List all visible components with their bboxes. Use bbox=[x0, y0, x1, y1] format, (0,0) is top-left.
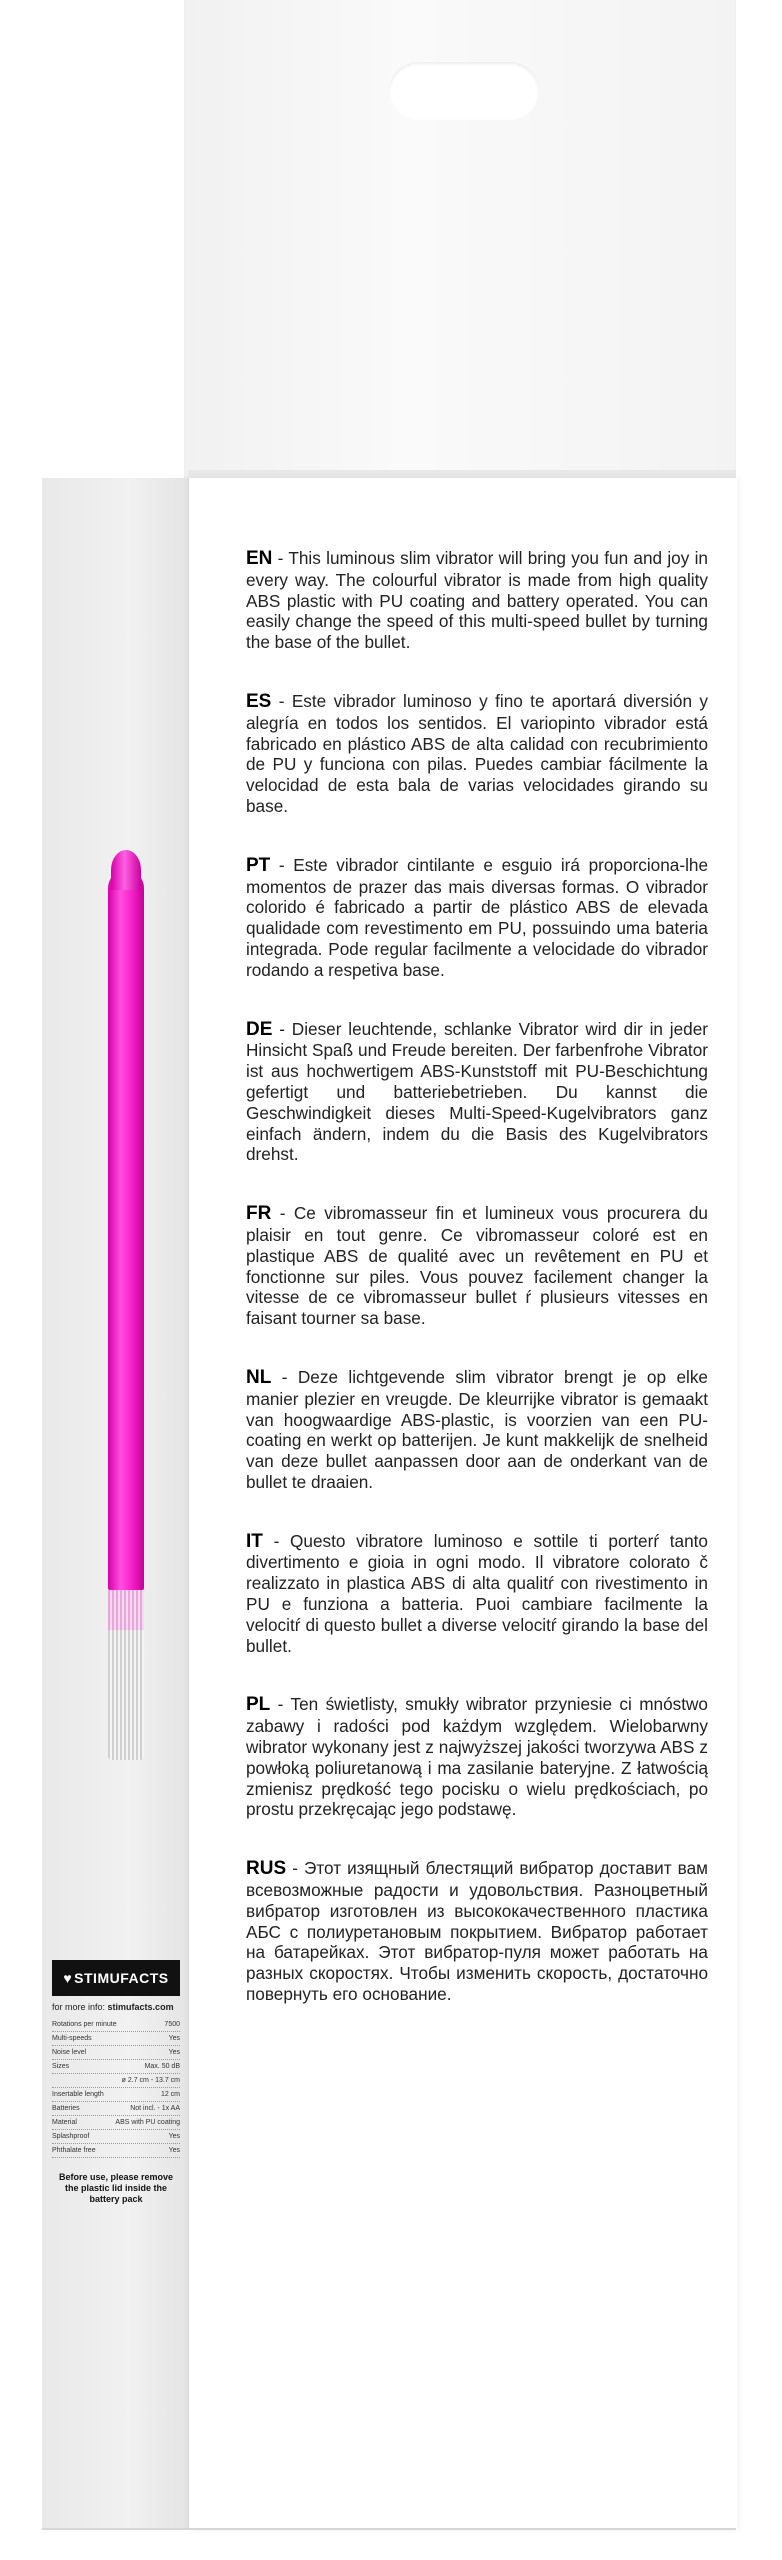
description-text: Deze lichtgevende slim vibrator brengt je op elke manier plezier en vreugde. De kleurrijke vibrator is gemaakt van hoogwaardige ABS-plastic, is voorzien van een PU-coating en werkt op batterijen. Je kunt makkelijk de snelheid van deze bullet aanpassen door aan de onderkant van de bullet te draaien. bbox=[246, 1366, 708, 1492]
spec-row bbox=[52, 2130, 180, 2144]
description-en: EN - This luminous slim vibrator will bring you fun and joy in every way. The colourful vibrator is made from high quality ABS plastic with PU coating and battery operated. You can easily change the speed of this multi-speed bullet by turning the base of the bullet. bbox=[246, 548, 708, 653]
spec-value: 12 cm bbox=[160, 2091, 180, 2098]
spec-row bbox=[52, 2060, 180, 2074]
description-rus: RUS - Этот изящный блестящий вибратор доставит вам всевозможные радости и удовольствия. Разноцветный вибратор изготовлен из высококачественного пластика АБС с полиуретановым покрытием. Вибратор работает на батарейках. Этот вибратор-пуля может работать на разных скоростях. Чтобы изменить скорость, достаточно повернуть его основание. bbox=[246, 1858, 708, 2005]
description-text: This luminous slim vibrator will bring you fun and joy in every way. The colourful vibrator is made from high quality ABS plastic with PU coating and battery operated. You can easily change the speed of this multi-speed bullet by turning the base of the bullet. bbox=[246, 548, 708, 653]
description-fr: FR - Ce vibromasseur fin et lumineux vous procurera du plaisir en tout genre. Ce vibromasseur coloré est en plastique ABS de qualité avec un revêtement en PU et fonctionne sur piles. Vous pouvez facilement changer la vitesse de ce vibromasseur bullet ŕ plusieurs vitesses en faisant tourner sa base. bbox=[246, 1203, 708, 1329]
vibrator-body bbox=[108, 870, 144, 1590]
description-text: Este vibrador luminoso y fino te aportará diversión y alegría en todos los sentidos. El variopinto vibrador está fabricado en plástico ABS de alta calidad con recubrimiento de PU y funciona con pilas. Puedes cambiar fácilmente la velocidad de esta bala de varias velocidades girando su base. bbox=[246, 690, 708, 816]
description-text: Este vibrador cintilante e esguio irá proporciona-lhe momentos de prazer das mais diversas formas. O vibrador colorido é fabricado a partir de plástico ABS de elevada qualidade com revestimento em PU, possuindo uma bateria integrada. Pode regular facilmente a velocidade do vibrador rodando a respetiva base. bbox=[246, 854, 709, 980]
spec-label: Rotations per minute bbox=[52, 2021, 117, 2028]
language-code: ES bbox=[246, 690, 272, 712]
spec-value: ø 2.7 cm - 13.7 cm bbox=[121, 2077, 180, 2084]
spec-label: Phthalate free bbox=[52, 2147, 96, 2154]
spec-value: Not incl. - 1x AA bbox=[130, 2105, 180, 2112]
vibrator-tip bbox=[111, 850, 141, 890]
description-nl: NL - Deze lichtgevende slim vibrator brengt je op elke manier plezier en vreugde. De kleurrijke vibrator is gemaakt van hoogwaardige ABS-plastic, is voorzien van een PU-coating en werkt op batterijen. Je kunt makkelijk de snelheid van deze bullet aanpassen door aan de onderkant van de bullet te draaien. bbox=[246, 1366, 708, 1492]
spec-label: Insertable length bbox=[52, 2091, 104, 2098]
hanger-hole bbox=[389, 62, 539, 120]
side-info-panel bbox=[52, 1960, 180, 2205]
spec-row bbox=[52, 2032, 180, 2046]
brand-name: STIMUFACTS bbox=[74, 1970, 169, 1986]
spec-value: Yes bbox=[168, 2147, 180, 2154]
description-it: IT - Questo vibratore luminoso e sottile ti porterŕ tanto divertimento e gioia in ogni modo. Il vibratore colorato č realizzato in plastica ABS di alta qualitŕ con rivestimento in PU e funziona a batteria. Puoi cambiare facilmente la velocitŕ di questo bullet a diverse velocitŕ girando la base del bullet. bbox=[246, 1530, 708, 1656]
language-code: EN bbox=[246, 548, 273, 569]
language-code: PL bbox=[246, 1694, 271, 1716]
spec-value: 7500 bbox=[164, 2021, 180, 2028]
spec-row bbox=[52, 2116, 180, 2130]
spec-list bbox=[52, 2018, 180, 2158]
spec-label: Sizes bbox=[52, 2063, 70, 2070]
description-text: Ten świetlisty, smukły wibrator przyniesie ci mnóstwo zabawy i radości pod każdym względem. Wielobarwny wibrator wykonany jest z najwyższej jakości tworzywa ABS z powłoką poliuretanową i ma zasilanie bateryjne. Z łatwością zmienisz prędkość tego pocisku o wielu prędkościach, po prostu przekręcając jego podstawę. bbox=[246, 1694, 708, 1820]
description-text: Questo vibratore luminoso e sottile ti porterŕ tanto divertimento e gioia in ogni modo. Il vibratore colorato č realizzato in plastica ABS di alta qualitŕ con rivestimento in PU e funziona a batteria. Puoi cambiare facilmente la velocitŕ di questo bullet a diverse velocitŕ girando la base del bullet. bbox=[246, 1530, 708, 1656]
language-code: NL bbox=[246, 1366, 272, 1388]
description-pl: PL - Ten świetlisty, smukły wibrator przyniesie ci mnóstwo zabawy i radości pod każdym względem. Wielobarwny wibrator wykonany jest z najwyższej jakości tworzywa ABS z powłoką poliuretanową i ma zasilanie bateryjne. Z łatwością zmienisz prędkość tego pocisku o wielu prędkościach, po prostu przekręcając jego podstawę. bbox=[246, 1694, 708, 1820]
spec-label: Splashproof bbox=[52, 2133, 90, 2140]
spec-value: Yes bbox=[168, 2035, 180, 2042]
spec-row bbox=[52, 2102, 180, 2116]
language-code: FR bbox=[246, 1203, 272, 1225]
description-text: Dieser leuchtende, schlanke Vibrator wird dir in jeder Hinsicht Spaß und Freude bereiten. Der farbenfrohe Vibrator ist aus hochwertigem ABS-Kunststoff mit PU-Beschichtung gefertigt und batteriebetrieben. Du kannst die Geschwindigkeit dieses Multi-Speed-Kugelvibrators ganz einfach ändern, indem du die Basis des Kugelvibrators drehst. bbox=[246, 1018, 708, 1165]
language-code: RUS bbox=[246, 1858, 287, 1880]
spec-label: Material bbox=[52, 2119, 77, 2126]
spec-label: Batteries bbox=[52, 2105, 80, 2112]
spec-label: Noise level bbox=[52, 2049, 87, 2056]
hanger-tab bbox=[184, 0, 736, 478]
more-info-label: for more info: bbox=[52, 2002, 106, 2012]
product-vibrator-image bbox=[96, 850, 156, 1770]
description-es: ES - Este vibrador luminoso y fino te aportará diversión y alegría en todos los sentidos. El variopinto vibrador está fabricado en plástico ABS de alta calidad con recubrimiento de PU y funciona con pilas. Puedes cambiar fácilmente la velocidad de esta bala de varias velocidades girando su base. bbox=[246, 690, 708, 816]
spec-value: Yes bbox=[168, 2049, 180, 2056]
description-text: Ce vibromasseur fin et lumineux vous procurera du plaisir en tout genre. Ce vibromasseur coloré est en plastique ABS de qualité avec un revêtement en PU et fonctionne sur piles. Vous pouvez facilement changer la vitesse de ce vibromasseur bullet ŕ plusieurs vitesses en faisant tourner sa base. bbox=[246, 1203, 708, 1329]
battery-note: Before use, please remove the plastic lid inside the battery pack bbox=[58, 2172, 174, 2204]
more-info-url: stimufacts.com bbox=[107, 2002, 174, 2012]
language-code: IT bbox=[246, 1530, 263, 1552]
spec-value: Yes bbox=[168, 2133, 180, 2140]
description-de: DE - Dieser leuchtende, schlanke Vibrator wird dir in jeder Hinsicht Spaß und Freude bereiten. Der farbenfrohe Vibrator ist aus hochwertigem ABS-Kunststoff mit PU-Beschichtung gefertigt und batteriebetrieben. Du kannst die Geschwindigkeit dieses Multi-Speed-Kugelvibrators ganz einfach ändern, indem du die Basis des Kugelvibrators drehst. bbox=[246, 1018, 708, 1165]
spec-row bbox=[52, 2144, 180, 2158]
vibrator-ring bbox=[108, 1590, 144, 1630]
description-pt: PT - Este vibrador cintilante e esguio irá proporciona-lhe momentos de prazer das mais diversas formas. O vibrador colorido é fabricado a partir de plástico ABS de elevada qualidade com revestimento em PU, possuindo uma bateria integrada. Pode regular facilmente a velocidade do vibrador rodando a respetiva base. bbox=[246, 854, 709, 980]
spec-label: Multi-speeds bbox=[52, 2035, 92, 2042]
language-code: PT bbox=[246, 854, 271, 876]
description-column bbox=[246, 548, 708, 2043]
language-code: DE bbox=[246, 1018, 273, 1040]
spec-row bbox=[52, 2046, 180, 2060]
spec-row bbox=[52, 2074, 180, 2088]
vibrator-base bbox=[108, 1630, 144, 1760]
spec-value: Max. 50 dB bbox=[144, 2063, 180, 2070]
brand-logo bbox=[52, 1960, 180, 1996]
spec-value: ABS with PU coating bbox=[115, 2119, 180, 2126]
more-info bbox=[52, 2002, 180, 2012]
spec-row bbox=[52, 2088, 180, 2102]
description-text: Этот изящный блестящий вибратор доставит вам всевозможные радости и удовольствия. Разноцветный вибратор изготовлен из высококачественного пластика АБС с полиуретановым покрытием. Вибратор работает на батарейках. Этот вибратор-пуля может работать на разных скоростях. Чтобы изменить скорость, достаточно повернуть его основание. bbox=[246, 1858, 708, 2005]
spec-row bbox=[52, 2018, 180, 2032]
box-bottom-edge bbox=[42, 2528, 736, 2530]
heart-icon: ♥ bbox=[63, 1970, 73, 1986]
